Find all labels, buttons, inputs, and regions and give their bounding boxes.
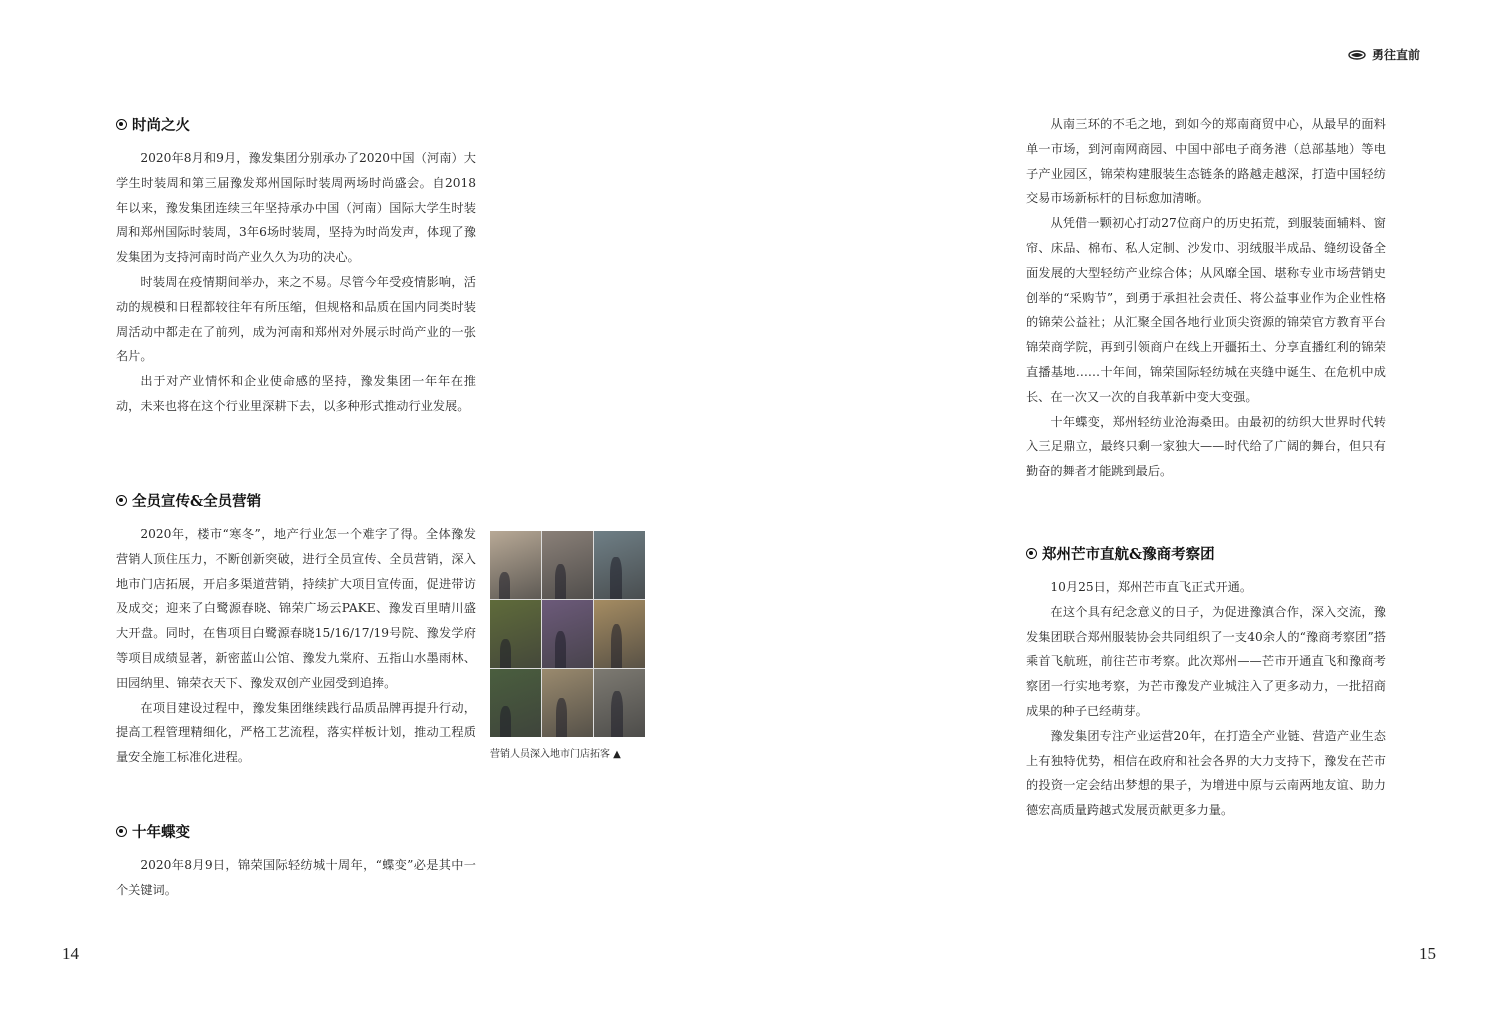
paragraph: 2020年，楼市“寒冬”，地产行业怎一个难字了得。全体豫发营销人顶住压力，不断创新突破，进行全员宣传、全员营销，深入地市门店拓展，开启多渠道营销，持续扩大项目宣传面，促进带访及成交；迎来了白鹭源春晓、锦荣广场云PAKE、豫发百里晴川盛大开盘。同时，在售项目白鹭源春晓15/16/17/19号院、豫发学府等项目成绩显著，新密蓝山公馆、豫发九棠府、五指山水墨雨林、田园纳里、锦荣衣天下、豫发双创产业园受到追捧。: [116, 527, 476, 690]
photo-tile: [594, 669, 645, 737]
section-heading: 郑州芒市直航&豫商考察团: [1026, 541, 1386, 565]
section-heading: 十年蝶变: [116, 819, 476, 843]
photo-tile: [490, 669, 541, 737]
page-number-right: 15: [1419, 944, 1436, 963]
section-mangshi-flight: [1026, 541, 1386, 823]
paragraph: 出于对产业情怀和企业使命感的坚持，豫发集团一年年在推动，未来也将在这个行业里深耕下去，以多种形式推动行业发展。: [116, 374, 476, 413]
photo-figure-shape: [611, 624, 622, 668]
section-ten-year-transformation: [116, 819, 476, 903]
section-continuation: [1026, 112, 1386, 484]
section-heading: 时尚之火: [116, 112, 476, 136]
paragraph: 十年蝶变，郑州轻纺业沧海桑田。由最初的纺织大世界时代转入三足鼎立，最终只剩一家独大——时代给了广阔的舞台，但只有勤奋的舞者才能跳到最后。: [1026, 414, 1386, 479]
photo-tile: [490, 531, 541, 599]
section-all-staff-marketing: [116, 488, 476, 770]
photo-caption: 营销人员深入地市门店拓客 ▲: [490, 749, 621, 760]
circle-bullet-icon: [116, 495, 127, 506]
photo-tile: [542, 669, 593, 737]
paragraph: 2020年8月和9月，豫发集团分别承办了2020中国（河南）大学生时装周和第三届豫发郑州国际时装周两场时尚盛会。自2018年以来，豫发集团连续三年坚持承办中国（河南）国际大学生时装周和郑州国际时装周，3年6场时装周，坚持为时尚发声，体现了豫发集团为支持河南时尚产业久久为功的决心。: [116, 151, 476, 265]
running-header: [1348, 46, 1420, 63]
photo-tile: [542, 600, 593, 668]
circle-bullet-icon: [116, 826, 127, 837]
photo-tile: [490, 600, 541, 668]
paragraph: 从南三环的不毛之地，到如今的郑南商贸中心，从最早的面料单一市场，到河南网商园、中国中部电子商务港（总部基地）等电子产业园区，锦荣构建服装生态链条的路越走越深，打造中国轻纺交易市场新标杆的目标愈加清晰。: [1026, 117, 1386, 206]
paragraph: 在这个具有纪念意义的日子，为促进豫滇合作，深入交流，豫发集团联合郑州服装协会共同组织了一支40余人的“豫商考察团”搭乘首飞航班，前往芒市考察。此次郑州——芒市开通直飞和豫商考察团一行实地考察，为芒市豫发产业城注入了更多动力，一批招商成果的种子已经萌芽。: [1026, 604, 1386, 718]
section-heading: 全员宣传&全员营销: [116, 488, 476, 512]
paragraph: 10月25日，郑州芒市直飞正式开通。: [1050, 580, 1253, 594]
photo-tile: [594, 531, 645, 599]
photo-collage: [490, 531, 645, 737]
logo-emblem-icon: [1348, 50, 1366, 60]
circle-bullet-icon: [116, 119, 127, 130]
paragraph: 2020年8月9日，锦荣国际轻纺城十周年，“蝶变”必是其中一个关键词。: [116, 858, 476, 897]
photo-figure-shape: [555, 631, 566, 668]
photo-figure-shape: [500, 706, 511, 737]
running-title: 勇往直前: [1371, 48, 1420, 62]
photo-tile: [594, 600, 645, 668]
paragraph: 豫发集团专注产业运营20年，在打造全产业链、营造产业生态上有独特优势，相信在政府和社会各界的大力支持下，豫发在芒市的投资一定会结出梦想的果子，为增进中原与云南两地友谊、助力德宏高质量跨越式发展贡献更多力量。: [1026, 728, 1386, 818]
photo-collage-figure: [490, 531, 646, 760]
photo-figure-shape: [556, 698, 567, 737]
section-fashion-fire: [116, 112, 476, 419]
page-number-left: 14: [62, 944, 79, 963]
paragraph: 在项目建设过程中，豫发集团继续践行品质品牌再提升行动，提高工程管理精细化，严格工艺流程，落实样板计划，推动工程质量安全施工标准化进程。: [116, 700, 476, 765]
photo-figure-shape: [611, 691, 622, 737]
paragraph: 时装周在疫情期间举办，来之不易。尽管今年受疫情影响，活动的规模和日程都较往年有所压缩，但规格和品质在国内同类时装周活动中都走在了前列，成为河南和郑州对外展示时尚产业的一张名片。: [116, 274, 476, 364]
paragraph: 从凭借一颗初心打动27位商户的历史拓荒，到服装面辅料、窗帘、床品、棉布、私人定制、沙发巾、羽绒服半成品、缝纫设备全面发展的大型轻纺产业综合体；从风靡全国、堪称专业市场营销史创举的“采购节”，到勇于承担社会责任、将公益事业作为企业性格的锦荣公益社；从汇聚全国各地行业顶尖资源的锦荣官方教育平台锦荣商学院，再到引领商户在线上开疆拓土、分享直播红利的锦荣直播基地……十年间，锦荣国际轻纺城在夹缝中诞生、在危机中成长、在一次又一次的自我革新中变大变强。: [1026, 216, 1386, 404]
photo-figure-shape: [500, 639, 511, 668]
photo-figure-shape: [555, 564, 566, 599]
photo-figure-shape: [610, 557, 621, 599]
photo-figure-shape: [499, 572, 510, 599]
photo-tile: [542, 531, 593, 599]
circle-bullet-icon: [1026, 548, 1037, 559]
